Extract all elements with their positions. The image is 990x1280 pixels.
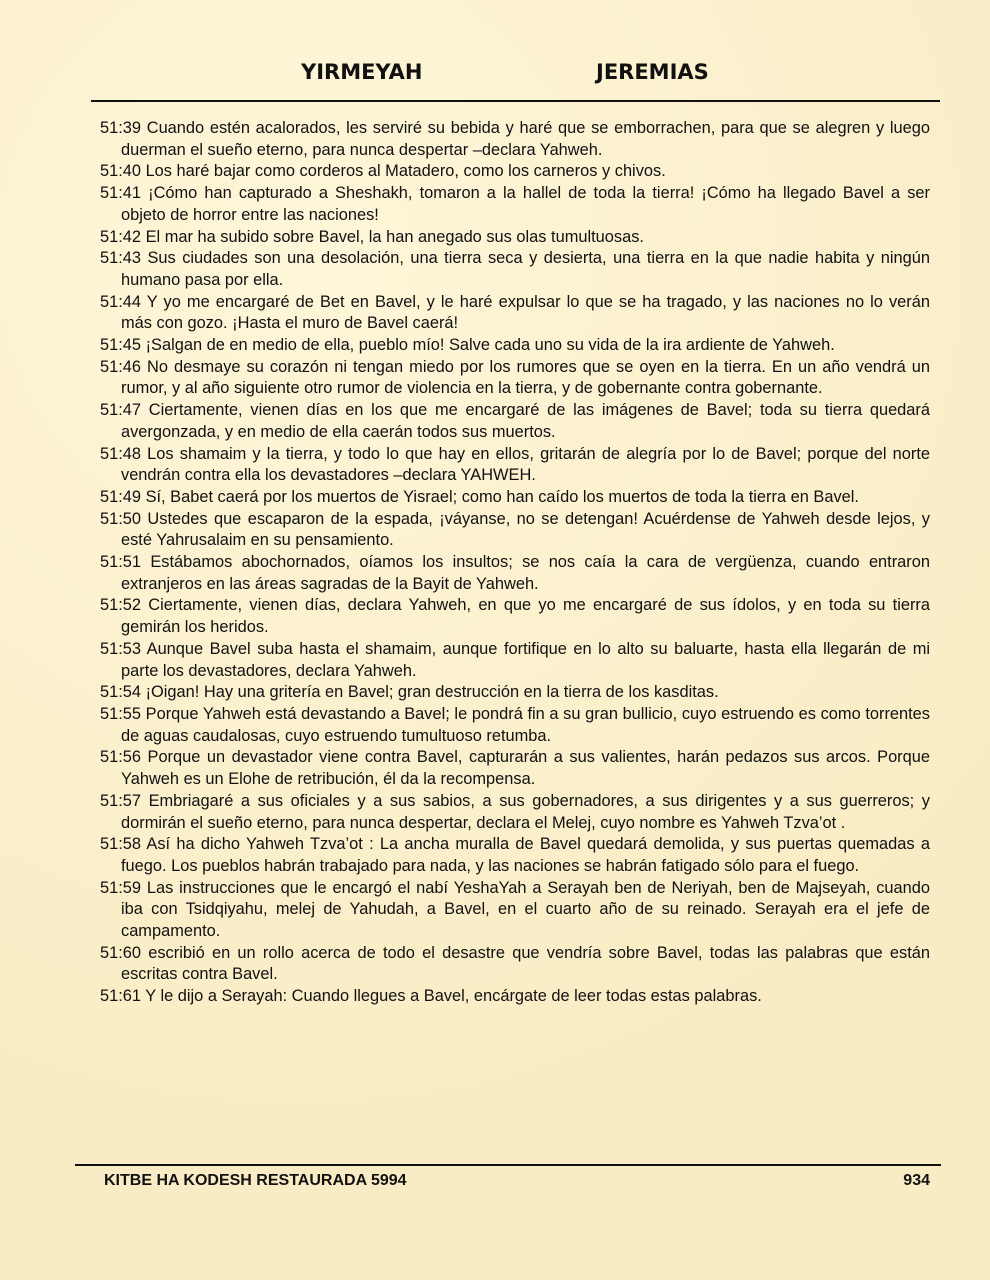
verse-51-39: 51:39 Cuando estén acalorados, les serviré su bebida y haré que se emborrachen, para que se alegren y luego duerman el sueño eterno, para nunca despertar –declara Yahweh. bbox=[100, 119, 930, 159]
page-header bbox=[0, 60, 990, 90]
verse-51-46: 51:46 No desmaye su corazón ni tengan miedo por los rumores que se oyen en la tierra. En un año vendrá un rumor, y al año siguiente otro rumor de violencia en la tierra, y de gobernante contra gobernante. bbox=[100, 357, 930, 398]
verse-51-45: 51:45 ¡Salgan de en medio de ella, pueblo mío! Salve cada uno su vida de la ira ardiente de Yahweh. bbox=[100, 336, 835, 355]
verse-51-42: 51:42 El mar ha subido sobre Bavel, la han anegado sus olas tumultuosas. bbox=[100, 227, 644, 246]
verse-51-40: 51:40 Los haré bajar como corderos al Matadero, como los carneros y chivos. bbox=[100, 162, 666, 181]
header-title-hebrew: YIRMEYAH bbox=[301, 60, 423, 84]
verse-51-51: 51:51 Estábamos abochornados, oíamos los insultos; se nos caía la cara de vergüenza, cuando entraron extranjeros en las áreas sagradas de la Bayit de Yahweh. bbox=[100, 553, 930, 593]
verse-51-55: 51:55 Porque Yahweh está devastando a Bavel; le pondrá fin a su gran bullicio, cuyo estruendo es como torrentes de aguas caudalosas, cuyo estruendo tumultuoso retumba. bbox=[100, 704, 930, 745]
verse-51-44: 51:44 Y yo me encargaré de Bet en Bavel, y le haré expulsar lo que se ha tragado, y las naciones no lo verán más con gozo. ¡Hasta el muro de Bavel caerá! bbox=[100, 292, 930, 333]
verse-51-59: 51:59 Las instrucciones que le encargó el nabí YeshaYah a Serayah ben de Neriyah, ben de Majseyah, cuando iba con Tsidqiyahu, melej de Yahudah, a Bavel, en el cuarto año de su reinado. Serayah era el jefe de campamento. bbox=[100, 878, 930, 941]
verse-51-58: 51:58 Así ha dicho Yahweh Tzva’ot : La ancha muralla de Bavel quedará demolida, y sus puertas quemadas a fuego. Los pueblos habrán trabajado para nada, y las naciones se habrán fatigado sólo para el fuego. bbox=[100, 835, 930, 875]
verse-51-43: 51:43 Sus ciudades son una desolación, una tierra seca y desierta, una tierra en la que nadie habita y ningún humano pasa por ella. bbox=[100, 249, 930, 289]
header-title-spanish: JEREMIAS bbox=[596, 60, 709, 84]
footer-divider bbox=[75, 1164, 941, 1166]
verse-51-54: 51:54 ¡Oigan! Hay una gritería en Bavel; gran destrucción en la tierra de los kasditas. bbox=[100, 683, 719, 702]
verse-51-49: 51:49 Sí, Babet caerá por los muertos de Yisrael; como han caído los muertos de toda la tierra en Bavel. bbox=[100, 487, 859, 506]
verse-list bbox=[100, 118, 930, 1008]
page-number: 934 bbox=[903, 1172, 930, 1189]
footer-book-title: KITBE HA KODESH RESTAURADA 5994 bbox=[104, 1172, 407, 1189]
verse-51-50: 51:50 Ustedes que escaparon de la espada, ¡váyanse, no se detengan! Acuérdense de Yahweh desde lejos, y esté Yahrusalaim en su pensamiento. bbox=[100, 509, 930, 550]
verse-51-61: 51:61 Y le dijo a Serayah: Cuando llegues a Bavel, encárgate de leer todas estas palabras. bbox=[100, 987, 762, 1006]
header-divider bbox=[91, 100, 940, 102]
verse-51-57: 51:57 Embriagaré a sus oficiales y a sus sabios, a sus gobernadores, a sus dirigentes y a sus guerreros; y dormirán el sueño eterno, para nunca despertar, declara el Melej, cuyo nombre es Yahweh Tzva’ot . bbox=[100, 791, 930, 832]
page-footer bbox=[104, 1172, 930, 1194]
verse-51-47: 51:47 Ciertamente, vienen días en los que me encargaré de las imágenes de Bavel; toda su tierra quedará avergonzada, y en medio de ella caerán todos sus muertos. bbox=[100, 401, 930, 441]
verse-51-60: 51:60 escribió en un rollo acerca de todo el desastre que vendría sobre Bavel, todas las palabras que están escritas contra Bavel. bbox=[100, 943, 930, 984]
verse-51-56: 51:56 Porque un devastador viene contra Bavel, capturarán a sus valientes, harán pedazos sus arcos. Porque Yahweh es un Elohe de retribución, él da la recompensa. bbox=[100, 748, 930, 789]
verse-51-52: 51:52 Ciertamente, vienen días, declara Yahweh, en que yo me encargaré de sus ídolos, y en toda su tierra gemirán los heridos. bbox=[100, 596, 930, 637]
verse-51-41: 51:41 ¡Cómo han capturado a Sheshakh, tomaron a la hallel de toda la tierra! ¡Cómo ha llegado Bavel a ser objeto de horror entre las naciones! bbox=[100, 184, 930, 224]
verse-51-48: 51:48 Los shamaim y la tierra, y todo lo que hay en ellos, gritarán de alegría por lo de Bavel; porque del norte vendrán contra ella los devastadores –declara YAHWEH. bbox=[100, 444, 930, 485]
verse-51-53: 51:53 Aunque Bavel suba hasta el shamaim, aunque fortifique en lo alto su baluarte, hasta ella llegarán de mi parte los devastadores, declara Yahweh. bbox=[100, 639, 930, 680]
